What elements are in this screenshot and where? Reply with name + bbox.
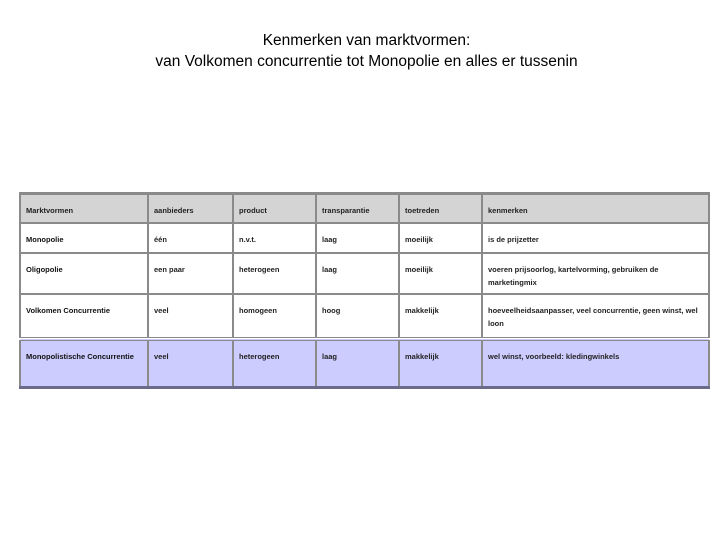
table-cell: Volkomen Concurrentie bbox=[20, 294, 148, 339]
table-cell: voeren prijsoorlog, kartelvorming, gebruiken de marketingmix bbox=[482, 253, 709, 294]
table-row bbox=[20, 223, 709, 253]
table-header-row bbox=[20, 194, 709, 224]
market-forms-table bbox=[19, 192, 710, 389]
table-cell: homogeen bbox=[233, 294, 316, 339]
table-cell: makkelijk bbox=[399, 294, 482, 339]
table-cell: veel bbox=[148, 294, 233, 339]
table-cell: veel bbox=[148, 339, 233, 388]
header-cell: product bbox=[233, 194, 316, 224]
title-line-2: van Volkomen concurrentie tot Monopolie en alles er tussenin bbox=[155, 53, 578, 70]
table-cell: moeilijk bbox=[399, 223, 482, 253]
slide-title bbox=[0, 30, 720, 72]
header-cell: kenmerken bbox=[482, 194, 709, 224]
table-cell: moeilijk bbox=[399, 253, 482, 294]
table-row bbox=[20, 253, 709, 294]
table-cell: laag bbox=[316, 223, 399, 253]
header-cell: aanbieders bbox=[148, 194, 233, 224]
table-cell: hoog bbox=[316, 294, 399, 339]
table-cell: één bbox=[148, 223, 233, 253]
header-cell: transparantie bbox=[316, 194, 399, 224]
table-cell: Monopolie bbox=[20, 223, 148, 253]
table-cell: Monopolistische Concurrentie bbox=[20, 339, 148, 388]
header-cell: Marktvormen bbox=[20, 194, 148, 224]
table-cell: wel winst, voorbeeld: kledingwinkels bbox=[482, 339, 709, 388]
table-row-highlighted bbox=[20, 339, 709, 388]
table-cell: een paar bbox=[148, 253, 233, 294]
table-cell: heterogeen bbox=[233, 253, 316, 294]
table-row bbox=[20, 294, 709, 339]
table-cell: makkelijk bbox=[399, 339, 482, 388]
table-cell: hoeveelheidsaanpasser, veel concurrentie, geen winst, wel loon bbox=[482, 294, 709, 339]
table-cell: is de prijzetter bbox=[482, 223, 709, 253]
table-cell: Oligopolie bbox=[20, 253, 148, 294]
header-cell: toetreden bbox=[399, 194, 482, 224]
title-line-1: Kenmerken van marktvormen: bbox=[262, 32, 471, 49]
table-cell: heterogeen bbox=[233, 339, 316, 388]
table-cell: laag bbox=[316, 339, 399, 388]
table-cell: n.v.t. bbox=[233, 223, 316, 253]
table-cell: laag bbox=[316, 253, 399, 294]
